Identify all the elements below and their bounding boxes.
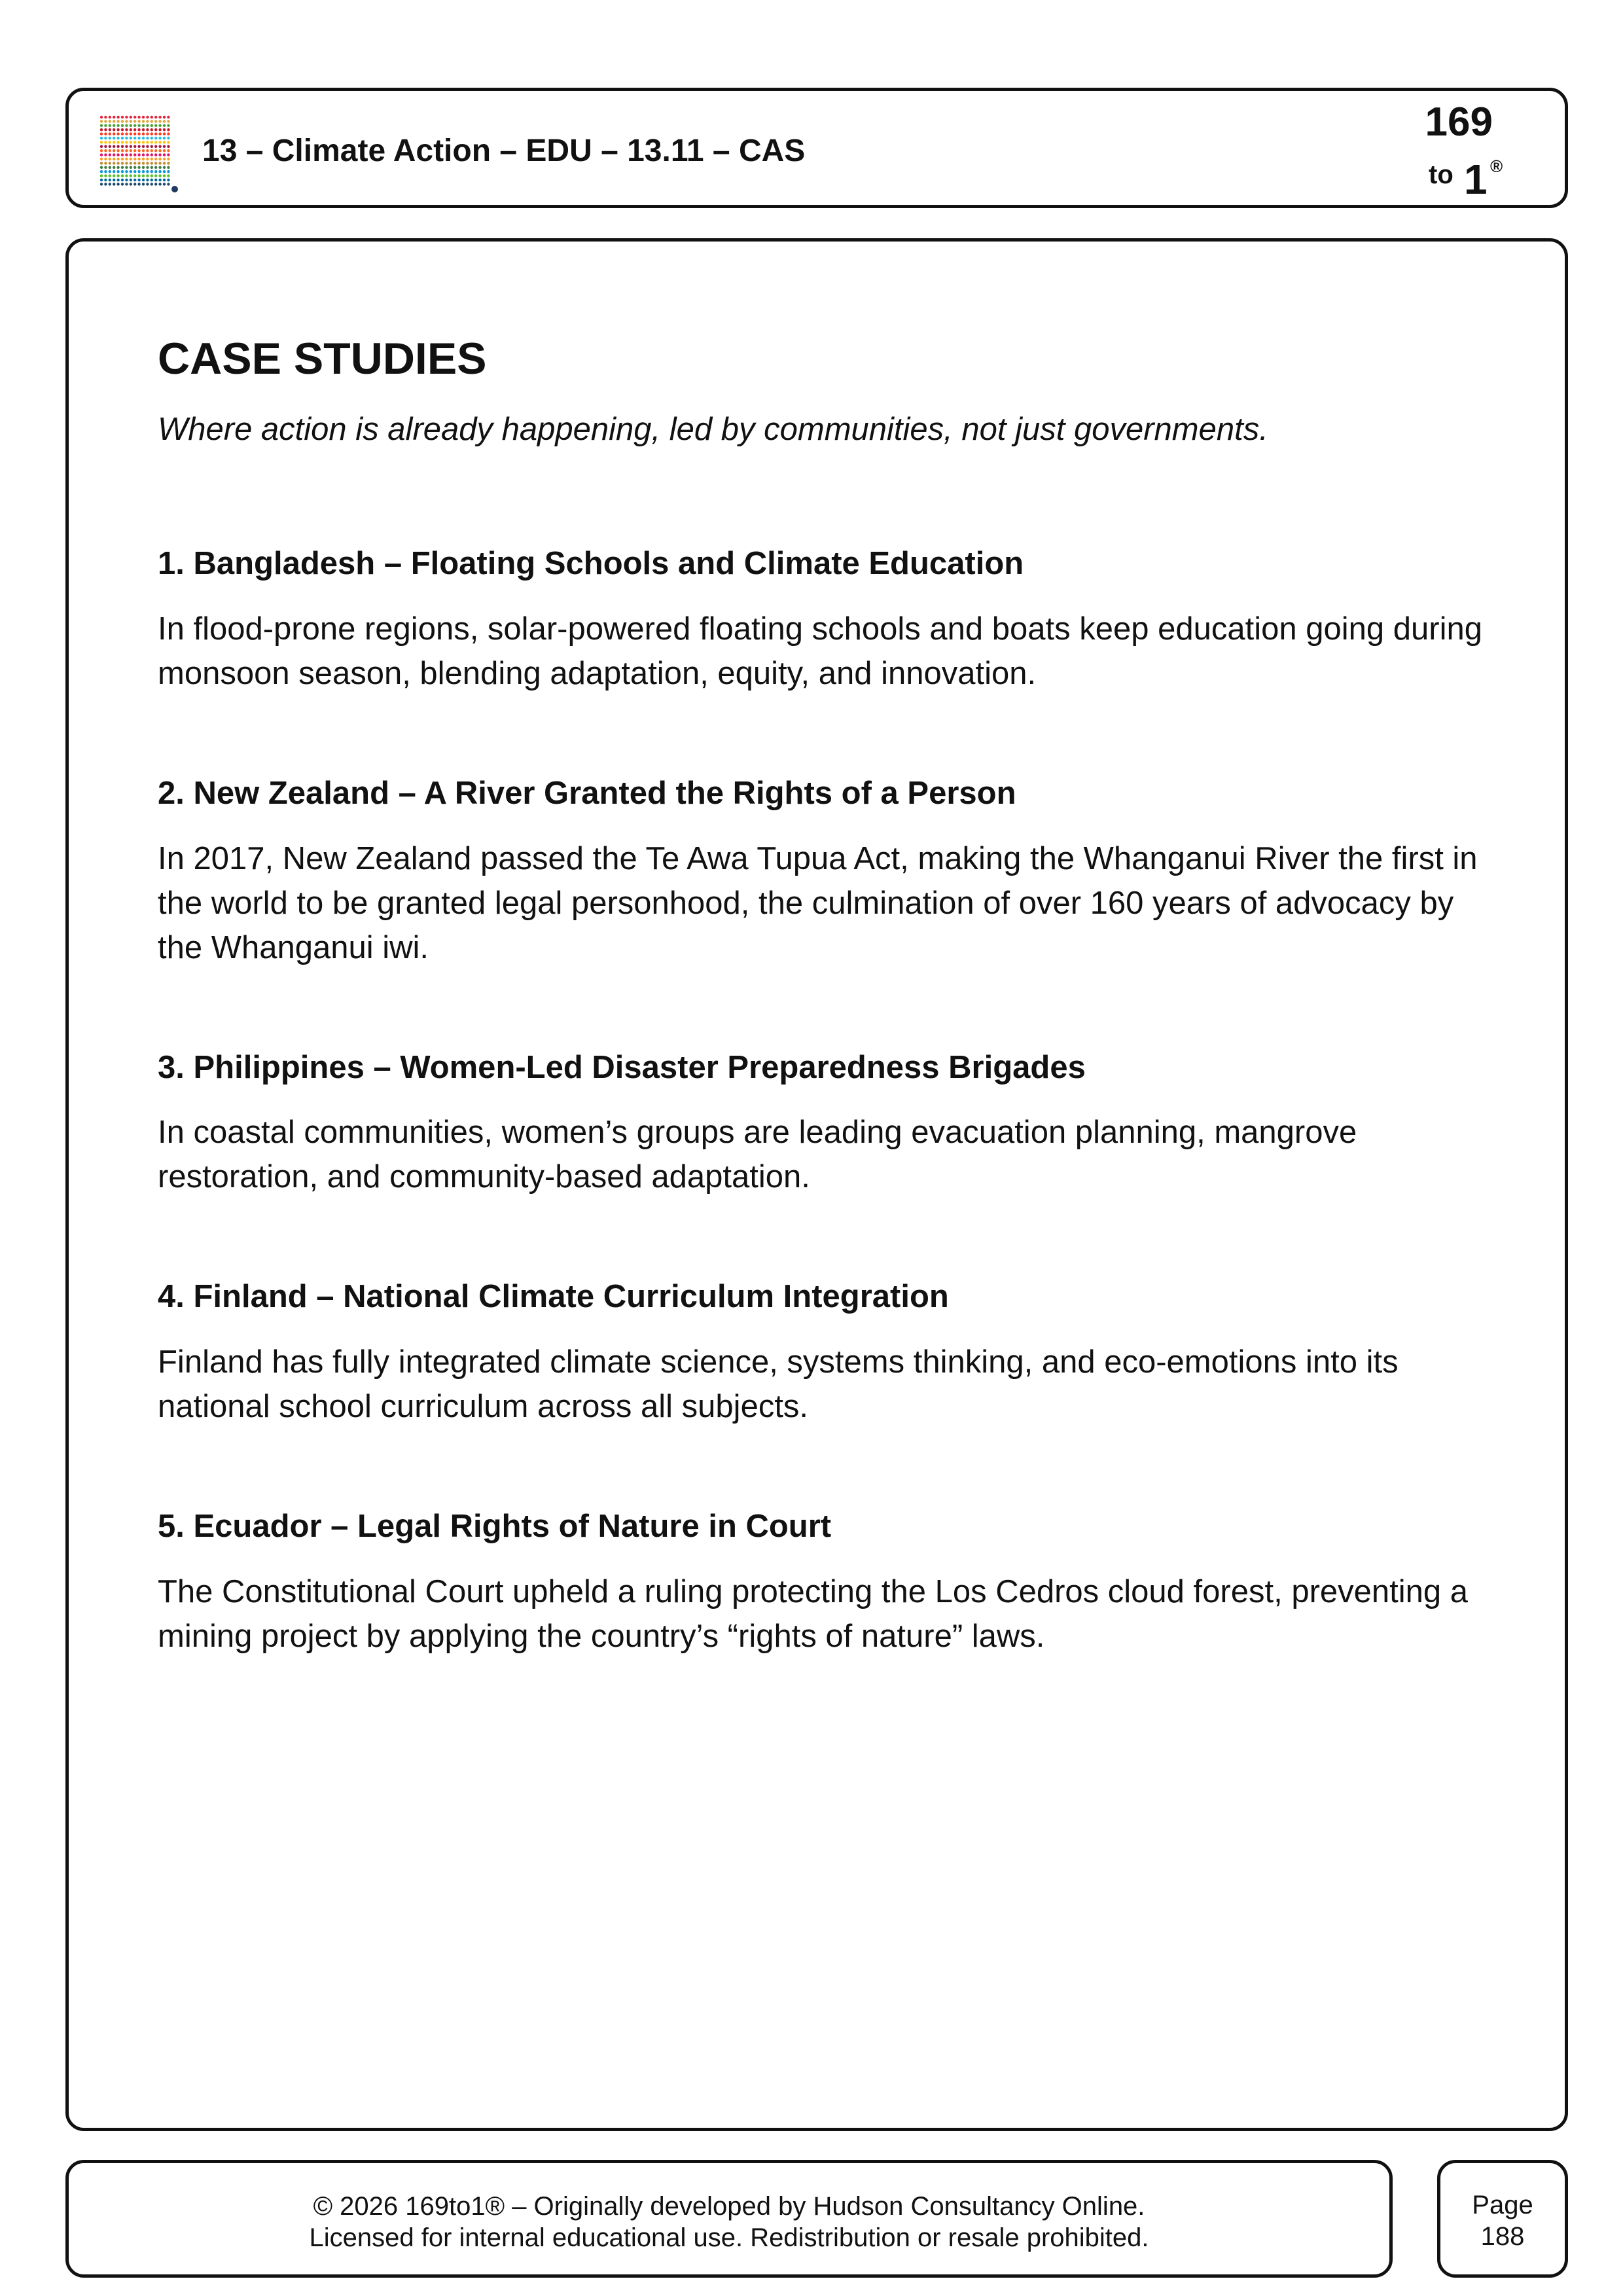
brand-one: 1: [1464, 156, 1488, 203]
page-number-box: [1437, 2160, 1568, 2278]
page-label: Page: [1472, 2191, 1533, 2219]
footer-box: [65, 2160, 1393, 2278]
brand-number: 169: [1425, 99, 1493, 145]
brand-registered-mark: ®: [1490, 156, 1503, 176]
case-item: [158, 1507, 1506, 1659]
copyright-line: © 2026 169to1® – Originally developed by Hudson Consultancy Online.: [313, 2192, 1145, 2221]
content-area: [158, 333, 1506, 1737]
case-body: The Constitutional Court upheld a ruling protecting the Los Cedros cloud forest, preventing a mining project by applying the country’s “rights of nature” laws.: [158, 1573, 1469, 1654]
case-title: 2. New Zealand – A River Granted the Rights of a Person: [158, 775, 1016, 811]
case-body: In flood-prone regions, solar-powered floating schools and boats keep education going during monsoon season, blending adaptation, equity, and innovation.: [158, 611, 1482, 691]
brand-to: to: [1429, 160, 1454, 189]
case-item: [158, 1049, 1506, 1200]
case-title: 3. Philippines – Women-Led Disaster Preparedness Brigades: [158, 1049, 1086, 1085]
main-panel: [65, 238, 1568, 2131]
case-item: [158, 1278, 1506, 1429]
license-line: Licensed for internal educational use. Redistribution or resale prohibited.: [309, 2223, 1149, 2252]
case-title: 5. Ecuador – Legal Rights of Nature in Court: [158, 1509, 832, 1545]
case-item: [158, 774, 1506, 970]
case-body: Finland has fully integrated climate science, systems thinking, and eco-emotions into its national school curriculum across all subjects.: [158, 1344, 1399, 1425]
case-title: 1. Bangladesh – Floating Schools and Climate Education: [158, 545, 1024, 581]
page-number: 188: [1480, 2222, 1525, 2251]
case-list: [158, 545, 1506, 1659]
case-title: 4. Finland – National Climate Curriculum Integration: [158, 1279, 949, 1315]
dot-grid-logo-icon: [98, 115, 179, 193]
case-item: [158, 545, 1506, 696]
section-subtitle: Where action is already happening, led by communities, not just governments.: [158, 412, 1268, 448]
header-bar: [65, 88, 1568, 208]
section-title: CASE STUDIES: [158, 334, 487, 384]
brand-logo: [1395, 99, 1512, 204]
case-body: In 2017, New Zealand passed the Te Awa Tupua Act, making the Whanganui River the first in the world to be granted legal personhood, the culmination of over 160 years of advocacy by the Whanganui iwi.: [158, 840, 1478, 965]
case-body: In coastal communities, women’s groups are leading evacuation planning, mangrove restoration, and community-based adaptation.: [158, 1115, 1357, 1195]
header-title: 13 – Climate Action – EDU – 13.11 – CAS: [202, 134, 806, 168]
